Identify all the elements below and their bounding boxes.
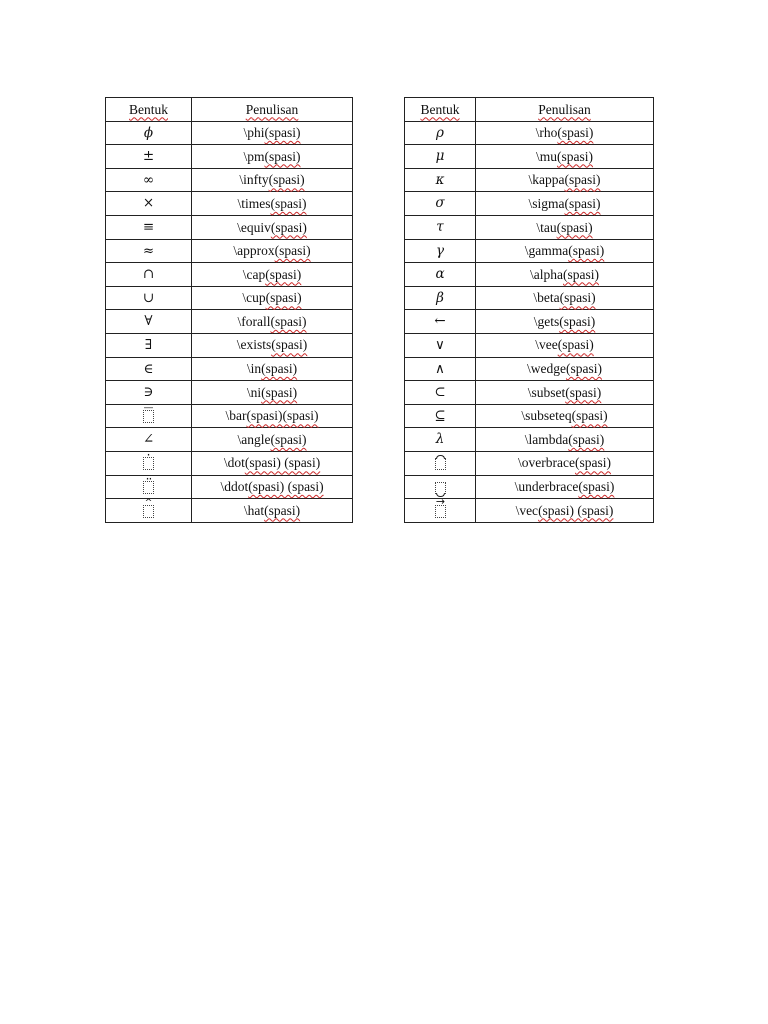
symbol-glyph: λ	[435, 431, 445, 448]
command-text: \ddot	[220, 479, 249, 495]
symbol-cell	[405, 499, 476, 523]
table-row	[405, 215, 654, 239]
symbol-glyph: ≡	[142, 219, 155, 236]
table-header-row	[405, 98, 654, 122]
symbol-cell	[106, 404, 192, 428]
table-row	[106, 215, 353, 239]
spasi-note: (spasi)	[557, 148, 593, 164]
symbol-glyph: α	[435, 266, 445, 283]
command-text: \rho	[535, 125, 558, 141]
symbol-glyph: ×	[142, 195, 155, 212]
command-cell	[192, 428, 353, 452]
command-cell	[192, 121, 353, 145]
spasi-note: (spasi) (spasi)	[244, 455, 321, 471]
table-row	[106, 333, 353, 357]
command-cell	[192, 263, 353, 287]
table-header-row	[106, 98, 353, 122]
command-cell	[192, 168, 353, 192]
command-cell	[476, 263, 654, 287]
command-cell	[476, 475, 654, 499]
command-text: \equiv	[237, 219, 271, 235]
table-row	[405, 286, 654, 310]
table-row	[106, 286, 353, 310]
command-cell	[192, 286, 353, 310]
symbol-cell	[405, 239, 476, 263]
spasi-note: (spasi) (spasi)	[248, 479, 324, 495]
command-cell	[192, 451, 353, 475]
symbol-glyph: κ	[435, 171, 445, 188]
table-row	[405, 239, 654, 263]
symbol-cell	[405, 192, 476, 216]
command-cell	[192, 381, 353, 405]
table-row	[405, 499, 654, 523]
symbol-glyph: ∧	[435, 360, 445, 377]
symbol-cell	[405, 333, 476, 357]
symbol-cell	[405, 286, 476, 310]
symbol-cell	[106, 381, 192, 405]
symbol-glyph: ⊆	[434, 407, 446, 424]
command-text: \gets	[533, 313, 560, 329]
command-cell	[476, 286, 654, 310]
table-row	[405, 381, 654, 405]
spasi-note: (spasi)	[564, 195, 601, 211]
spasi-note: (spasi)	[265, 266, 302, 282]
command-cell	[476, 215, 654, 239]
dot-accent-icon	[143, 457, 154, 470]
table-row	[106, 475, 353, 499]
ddot-accent-icon	[143, 481, 154, 494]
command-text: \subset	[527, 384, 566, 400]
command-cell	[192, 215, 353, 239]
header-penulisan	[192, 98, 353, 122]
command-text: \infty	[239, 172, 269, 188]
command-text: \alpha	[530, 266, 563, 282]
command-cell	[476, 404, 654, 428]
header-penulisan	[476, 98, 654, 122]
table-row	[405, 333, 654, 357]
symbol-cell	[106, 499, 192, 523]
table-row	[405, 357, 654, 381]
symbol-table-left	[105, 97, 353, 523]
command-text: \ni	[246, 384, 262, 400]
table-row	[106, 357, 353, 381]
symbol-glyph: ∃	[144, 336, 153, 353]
table-row	[106, 499, 353, 523]
command-text: \subseteq	[521, 408, 572, 424]
command-cell	[476, 381, 654, 405]
spasi-note: (spasi)	[568, 243, 605, 259]
table-row	[405, 192, 654, 216]
symbol-glyph: ϕ	[143, 124, 154, 141]
spasi-note: (spasi)	[270, 219, 307, 235]
symbol-cell	[405, 310, 476, 334]
header-bentuk	[106, 98, 192, 122]
symbol-glyph: ∀	[144, 313, 153, 330]
command-text: \approx	[233, 243, 275, 259]
spasi-note: (spasi)	[261, 384, 298, 400]
table-row	[405, 121, 654, 145]
command-cell	[476, 357, 654, 381]
command-text: \cup	[242, 290, 266, 306]
table-row	[106, 428, 353, 452]
spasi-note: (spasi)	[557, 125, 594, 141]
command-text: \hat	[243, 502, 265, 518]
command-cell	[476, 499, 654, 523]
spasi-note: (spasi)	[559, 290, 596, 306]
command-cell	[476, 192, 654, 216]
header-bentuk-label: Bentuk	[129, 101, 168, 117]
command-cell	[476, 451, 654, 475]
command-cell	[476, 310, 654, 334]
command-text: \beta	[533, 290, 560, 306]
symbol-cell	[106, 192, 192, 216]
over-accent-icon	[435, 458, 446, 470]
under-accent-icon	[435, 482, 446, 494]
table-row	[405, 404, 654, 428]
symbol-cell	[405, 404, 476, 428]
symbol-glyph: ⊂	[434, 384, 446, 401]
symbol-glyph: β	[436, 289, 444, 306]
symbol-glyph: ≈	[142, 242, 155, 259]
symbol-cell	[106, 145, 192, 169]
command-cell	[476, 168, 654, 192]
command-text: \pm	[243, 148, 265, 164]
command-cell	[192, 145, 353, 169]
symbol-cell	[106, 168, 192, 192]
command-text: \angle	[237, 431, 271, 447]
symbol-cell	[405, 121, 476, 145]
symbol-table-right	[404, 97, 654, 523]
symbol-cell	[106, 310, 192, 334]
symbol-glyph: μ	[435, 148, 445, 165]
symbol-cell	[405, 263, 476, 287]
symbol-cell	[405, 428, 476, 452]
symbol-glyph: ←	[434, 313, 446, 330]
symbol-glyph: γ	[435, 242, 445, 259]
spasi-note: (spasi)	[563, 266, 599, 282]
command-text: \phi	[243, 125, 265, 141]
header-penulisan-label: Penulisan	[538, 101, 591, 117]
spasi-note: (spasi)	[274, 243, 311, 259]
symbol-cell	[106, 357, 192, 381]
spasi-note: (spasi)	[265, 290, 302, 306]
spasi-note: (spasi)	[568, 431, 605, 447]
table-row	[405, 145, 654, 169]
spasi-note: (spasi)	[559, 313, 596, 329]
spasi-note: (spasi)	[565, 361, 602, 377]
table-row	[405, 310, 654, 334]
symbol-cell	[405, 215, 476, 239]
table-row	[106, 121, 353, 145]
spasi-note: (spasi)	[264, 125, 301, 141]
table-row	[106, 145, 353, 169]
command-cell	[476, 333, 654, 357]
command-text: \overbrace	[518, 455, 575, 471]
symbol-cell	[106, 286, 192, 310]
symbol-glyph: ∪	[142, 289, 155, 306]
symbol-cell	[106, 121, 192, 145]
symbol-glyph: ρ	[436, 124, 444, 141]
symbol-glyph: ∨	[435, 336, 445, 353]
command-cell	[476, 145, 654, 169]
command-text: \underbrace	[514, 479, 579, 495]
spasi-note: (spasi) (spasi)	[538, 502, 614, 518]
spasi-note: (spasi)	[264, 148, 301, 164]
command-cell	[192, 499, 353, 523]
table-row	[106, 451, 353, 475]
command-text: \bar	[225, 408, 247, 424]
spasi-note: (spasi)	[557, 337, 594, 353]
spasi-note: (spasi)	[271, 337, 308, 353]
symbol-cell	[106, 333, 192, 357]
command-cell	[192, 404, 353, 428]
symbol-glyph: ∋	[143, 384, 154, 401]
command-text: \times	[237, 195, 271, 211]
vec-accent-icon	[435, 505, 446, 518]
symbol-glyph: ±	[142, 148, 155, 165]
command-cell	[192, 357, 353, 381]
header-bentuk	[405, 98, 476, 122]
spasi-note: (spasi)	[571, 408, 608, 424]
spasi-note: (spasi)(spasi)	[246, 408, 319, 424]
command-text: \vee	[535, 337, 558, 353]
table-row	[405, 168, 654, 192]
symbol-glyph: σ	[435, 195, 445, 212]
command-cell	[192, 192, 353, 216]
command-text: \mu	[535, 148, 557, 164]
table-row	[405, 428, 654, 452]
symbol-cell	[106, 263, 192, 287]
table-row	[405, 451, 654, 475]
table-row	[106, 168, 353, 192]
table-row	[106, 381, 353, 405]
symbol-glyph: τ	[436, 219, 444, 236]
command-text: \tau	[536, 219, 557, 235]
symbol-glyph: ∞	[142, 171, 155, 188]
spasi-note: (spasi)	[578, 479, 615, 495]
command-text: \sigma	[528, 195, 565, 211]
spasi-note: (spasi)	[261, 361, 298, 377]
spasi-note: (spasi)	[270, 313, 307, 329]
spasi-note: (spasi)	[574, 455, 611, 471]
command-text: \forall	[237, 313, 271, 329]
command-cell	[476, 428, 654, 452]
symbol-cell	[405, 357, 476, 381]
command-text: \in	[246, 361, 262, 377]
table-row	[106, 310, 353, 334]
table-row	[106, 192, 353, 216]
command-text: \vec	[515, 502, 539, 518]
header-bentuk-label: Bentuk	[420, 101, 460, 117]
spasi-note: (spasi)	[270, 431, 307, 447]
table-row	[106, 263, 353, 287]
symbol-cell	[405, 145, 476, 169]
header-penulisan-label: Penulisan	[245, 101, 299, 117]
spasi-note: (spasi)	[564, 172, 601, 188]
symbol-glyph: ∠	[142, 431, 155, 448]
symbol-cell	[106, 215, 192, 239]
command-text: \lambda	[524, 431, 569, 447]
spasi-note: (spasi)	[264, 502, 301, 518]
command-text: \dot	[223, 455, 245, 471]
spasi-note: (spasi)	[565, 384, 602, 400]
command-cell	[192, 333, 353, 357]
symbol-cell	[106, 475, 192, 499]
command-cell	[476, 121, 654, 145]
command-text: \cap	[242, 266, 266, 282]
table-row	[106, 404, 353, 428]
command-text: \gamma	[524, 243, 569, 259]
spasi-note: (spasi)	[270, 195, 307, 211]
symbol-glyph: ∩	[142, 266, 155, 283]
table-row	[405, 263, 654, 287]
symbol-cell	[106, 239, 192, 263]
command-cell	[192, 310, 353, 334]
command-text: \exists	[236, 337, 272, 353]
spasi-note: (spasi)	[268, 172, 305, 188]
bar-accent-icon	[143, 410, 154, 423]
table-row	[106, 239, 353, 263]
command-cell	[192, 475, 353, 499]
symbol-cell	[405, 451, 476, 475]
command-cell	[476, 239, 654, 263]
hat-accent-icon	[143, 505, 154, 518]
spasi-note: (spasi)	[556, 219, 593, 235]
command-text: \wedge	[527, 361, 566, 377]
command-text: \kappa	[528, 172, 565, 188]
symbol-cell	[405, 381, 476, 405]
command-cell	[192, 239, 353, 263]
symbol-cell	[405, 168, 476, 192]
symbol-glyph: ∈	[143, 360, 154, 377]
